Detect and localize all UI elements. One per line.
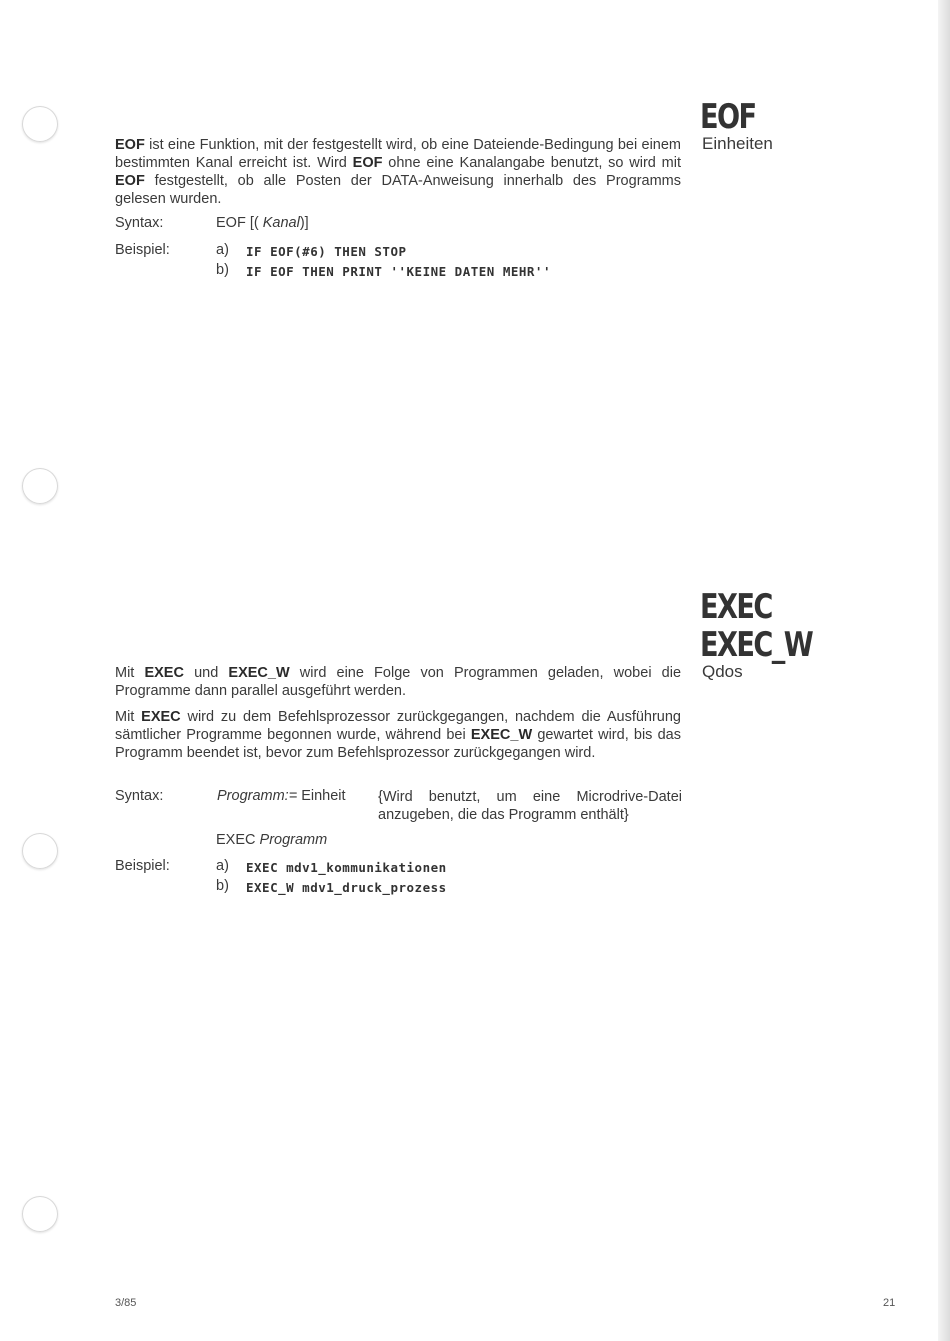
binder-hole [22, 1196, 58, 1232]
code-example: EXEC_W mdv1_druck_prozess [246, 880, 447, 895]
example-label: Beispiel: [115, 858, 170, 874]
exec-w-description: Mit EXEC wird zu dem Befehlsprozessor zurückgegangen, nachdem die Ausführung sämtlicher Programme begonnen wurde, während bei EXEC_W gewartet wird, bis das Programm beendet ist, bevor zum Befehlsprozessor zurückgegangen wird. [115, 709, 681, 761]
syntax-label: Syntax: [115, 215, 164, 231]
keyword: EOF [115, 137, 145, 153]
keyword: EXEC [144, 665, 184, 681]
example-marker: b) [216, 878, 229, 894]
code-example: EXEC mdv1_kommunikationen [246, 860, 447, 875]
eof-description: EOF ist eine Funktion, mit der festgestellt wird, ob eine Dateiende-Bedingung bei einem bestimmten Kanal erreicht ist. Wird EOF ohne eine Kanalangabe benutzt, so wird mit EOF festgestellt, ob alle Posten der DATA-Anweisung innerhalb des Programms gelesen wurden. [115, 137, 681, 207]
example-marker: a) [216, 858, 229, 874]
keyword-category: Qdos [702, 662, 743, 681]
keyword: EXEC [141, 709, 181, 725]
keyword-title-eof: EOF [700, 97, 756, 137]
exec-description: Mit EXEC und EXEC_W wird eine Folge von Programmen geladen, wobei die Programme dann parallel ausgeführt werden. [115, 665, 682, 699]
page-edge-shadow [938, 0, 950, 1341]
page-number: 21 [883, 1297, 896, 1309]
keyword: EOF [115, 173, 145, 189]
syntax-definition: Programm:= Einheit [217, 788, 346, 804]
binder-hole [22, 833, 58, 869]
example-label: Beispiel: [115, 242, 170, 258]
keyword-category: Einheiten [702, 134, 773, 153]
syntax-definition: EOF [( Kanal)] [216, 215, 309, 231]
code-example: IF EOF(#6) THEN STOP [246, 244, 407, 259]
syntax-form: EXEC Programm [216, 832, 328, 848]
example-marker: a) [216, 242, 229, 258]
code-example: IF EOF THEN PRINT ''KEINE DATEN MEHR'' [246, 264, 551, 279]
keyword-title-exec-w: EXEC_W [700, 625, 813, 665]
keyword: EXEC_W [228, 665, 290, 681]
footer-date: 3/85 [115, 1297, 137, 1309]
syntax-note: {Wird benutzt, um eine Microdrive-Datei anzugeben, die das Programm enthält} [378, 789, 682, 823]
keyword: EOF [352, 155, 383, 171]
keyword-title-exec: EXEC [700, 587, 772, 627]
example-marker: b) [216, 262, 229, 278]
keyword: EXEC_W [470, 727, 533, 743]
syntax-label: Syntax: [115, 788, 164, 804]
binder-hole [22, 106, 58, 142]
binder-hole [22, 468, 58, 504]
